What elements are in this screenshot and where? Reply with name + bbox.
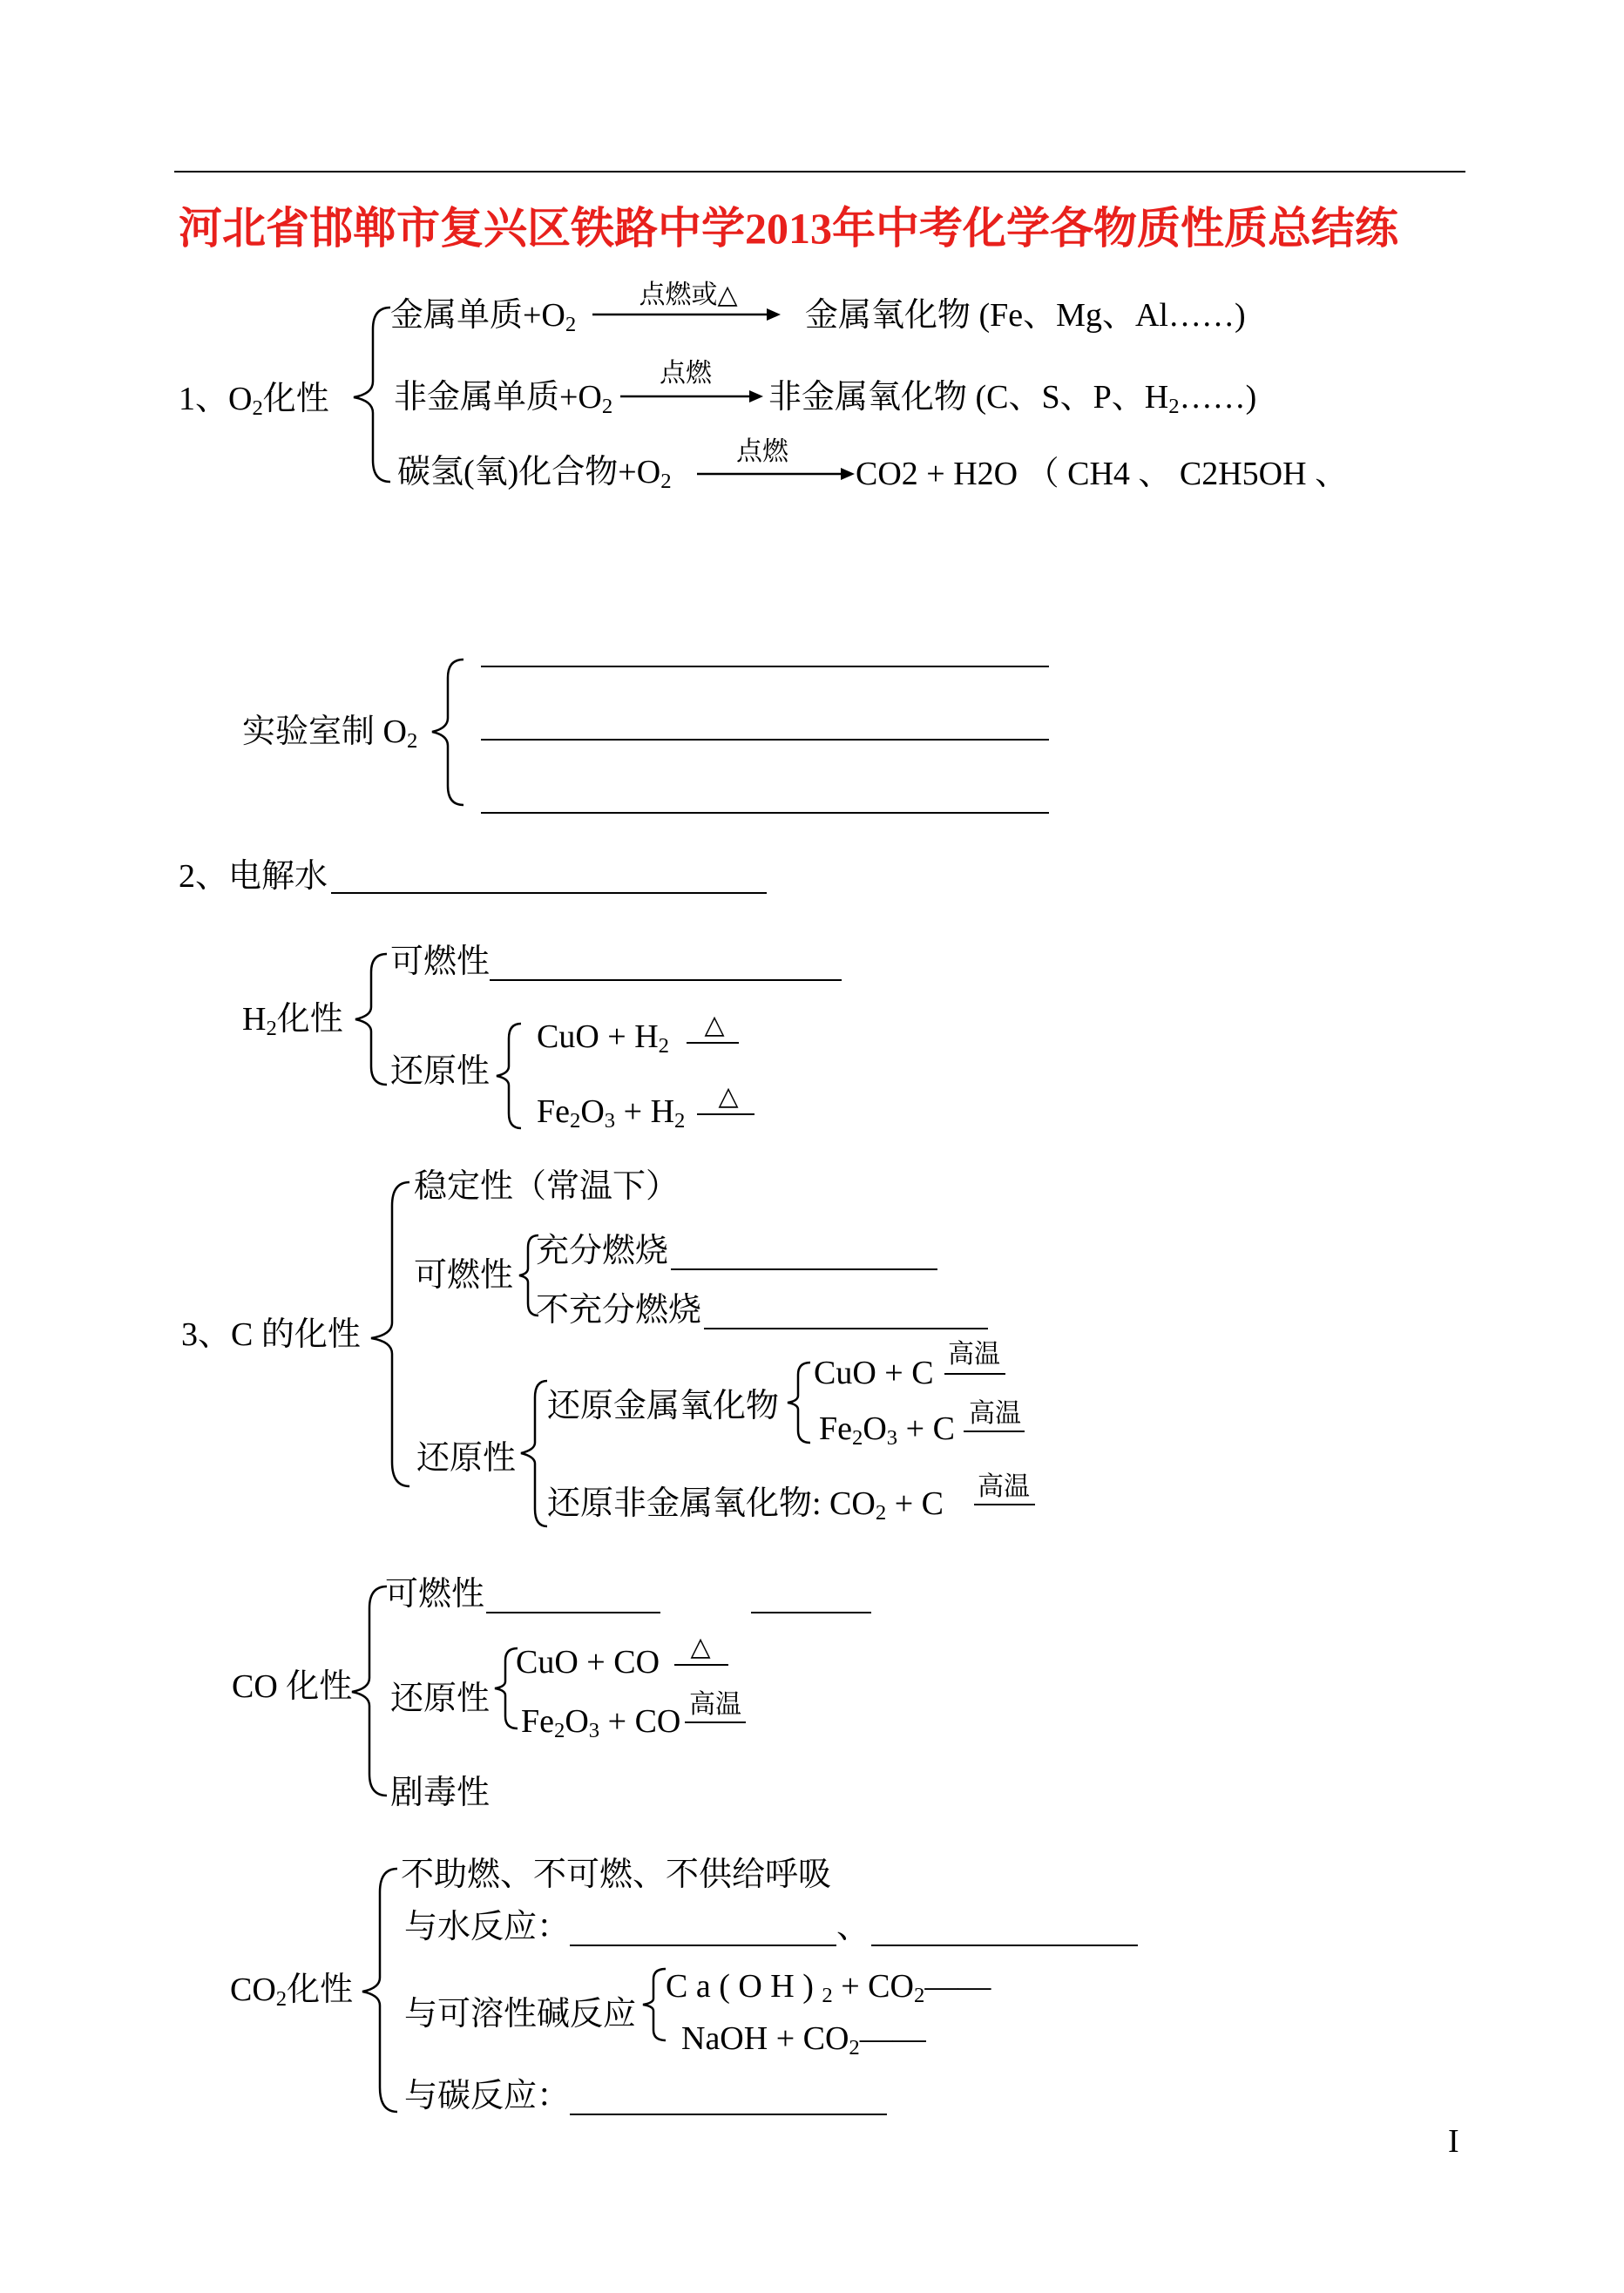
carbon-full-blank[interactable] (671, 1268, 937, 1270)
o2-row1-arrow (592, 306, 784, 323)
lab-o2-blank-1[interactable] (481, 666, 1049, 667)
carbon-brace (366, 1178, 418, 1491)
co2-water-label: 与水反应： (404, 1909, 571, 1945)
carbon-metal-oxide-label: 还原金属氧化物 (547, 1388, 780, 1424)
carbon-nonmetal-reaction: 还原非金属氧化物: $CO_2 + C$ (547, 1485, 944, 1525)
h2-cuo-line[interactable] (687, 1042, 739, 1044)
top-rule (174, 171, 1465, 172)
h2-reduce-label: 还原性 (390, 1053, 491, 1090)
o2-row1-condition: 点燃或△ (639, 281, 738, 309)
o2-row2-condition: 点燃 (660, 359, 712, 388)
carbon-fe2o3-line[interactable] (964, 1431, 1025, 1432)
lab-o2-label: 实验室制 $O_2$ (242, 714, 418, 754)
page-title: 河北省邯郸市复兴区铁路中学2013年中考化学各物质性质总结练 (179, 204, 1398, 253)
co2-brace (359, 1864, 403, 2117)
co-combust-blank-1[interactable] (486, 1612, 660, 1613)
co2-caoh-reaction: C a ( O H ) $_2 + CO_2——$ (666, 1968, 991, 2008)
carbon-fe2o3-condition: 高温 (969, 1399, 1021, 1428)
co-toxic-label: 剧毒性 (390, 1775, 491, 1811)
h2-cuo-condition: △ (704, 1011, 725, 1039)
o2-row2-arrow (620, 388, 768, 405)
o2-row3-left: 碳氢(氧)化合物$+O_2$ (397, 454, 672, 494)
o2-row2-right: 非金属氧化物 (C、S、P、$H_2\dots\dots$) (768, 379, 1257, 419)
water-blank[interactable] (331, 892, 767, 894)
carbon-reduce-label: 还原性 (416, 1440, 517, 1477)
carbon-full-label: 充分燃烧 (536, 1233, 669, 1269)
co2-carbon-blank[interactable] (570, 2114, 887, 2115)
h2-reduce-brace (493, 1019, 528, 1133)
o2-row3-arrow (697, 465, 863, 483)
carbon-cuo-reaction: CuO + C (814, 1355, 934, 1391)
co-fe2o3-line[interactable] (685, 1721, 746, 1723)
co-reduce-label: 还原性 (390, 1681, 491, 1717)
h2-fe2o3-line[interactable] (697, 1113, 754, 1115)
carbon-label: 3、C 的化性 (181, 1316, 361, 1353)
h2-combust-blank[interactable] (490, 979, 842, 981)
carbon-nonmetal-condition: 高温 (978, 1472, 1030, 1501)
lab-o2-brace (429, 655, 472, 812)
o2-label: 1、$O_2$化性 (179, 381, 329, 421)
carbon-partial-blank[interactable] (704, 1328, 988, 1329)
h2-label: $H_2$化性 (242, 1001, 343, 1041)
co-fe2o3-condition: 高温 (689, 1690, 741, 1719)
o2-row3-condition: 点燃 (736, 437, 788, 466)
carbon-fe2o3-reaction: $Fe_2O_3 + C$ (819, 1410, 955, 1451)
co2-water-separator: 、 (836, 1909, 870, 1945)
o2-row1-left: 金属单质$+O_2$ (390, 297, 577, 337)
co-combust-label: 可燃性 (385, 1576, 485, 1613)
co2-naoh-reaction: NaOH + $CO_2——$ (681, 2020, 926, 2060)
o2-row2-left: 非金属单质$+O_2$ (394, 379, 613, 419)
co-brace (348, 1582, 392, 1800)
lab-o2-blank-3[interactable] (481, 812, 1049, 814)
co2-base-label: 与可溶性碱反应 (404, 1996, 637, 2033)
h2-fe2o3-reaction: $Fe_2O_3 + H_2$ (537, 1093, 686, 1133)
co-cuo-reaction: CuO + CO (516, 1644, 660, 1681)
h2-brace (352, 950, 396, 1089)
h2-cuo-reaction: CuO + $H_2$ (537, 1018, 670, 1059)
carbon-stable-label: 稳定性（常温下） (414, 1168, 680, 1205)
carbon-combust-label: 可燃性 (414, 1257, 514, 1294)
o2-row3-right: CO2 + H2O （ CH4 、 C2H5OH 、 (856, 456, 1349, 492)
co-cuo-line[interactable] (674, 1664, 728, 1666)
co2-carbon-label: 与碳反应： (404, 2078, 571, 2114)
lab-o2-blank-2[interactable] (481, 739, 1049, 741)
co-combust-blank-2[interactable] (751, 1612, 871, 1613)
co2-water-blank-1[interactable] (570, 1945, 836, 1946)
carbon-partial-label: 不充分燃烧 (536, 1292, 702, 1329)
co-label: CO 化性 (232, 1668, 353, 1705)
carbon-cuo-condition: 高温 (948, 1340, 1000, 1369)
co-fe2o3-reaction: $Fe_2O_3$ + CO (521, 1703, 681, 1743)
co2-water-blank-2[interactable] (871, 1945, 1138, 1946)
page-number: I (1448, 2123, 1459, 2160)
carbon-nonmetal-line[interactable] (974, 1504, 1035, 1505)
co2-line1: 不助燃、不可燃、不供给呼吸 (401, 1857, 832, 1893)
co-cuo-condition: △ (690, 1633, 711, 1661)
o2-row1-right: 金属氧化物 (Fe、Mg、Al……) (805, 297, 1246, 334)
h2-fe2o3-condition: △ (718, 1082, 739, 1111)
carbon-metal-brace (784, 1359, 815, 1446)
carbon-cuo-line[interactable] (944, 1373, 1005, 1375)
water-label: 2、电解水 (179, 858, 328, 895)
co2-label: $CO_2$化性 (230, 1972, 354, 2012)
h2-combust-label: 可燃性 (390, 944, 491, 980)
